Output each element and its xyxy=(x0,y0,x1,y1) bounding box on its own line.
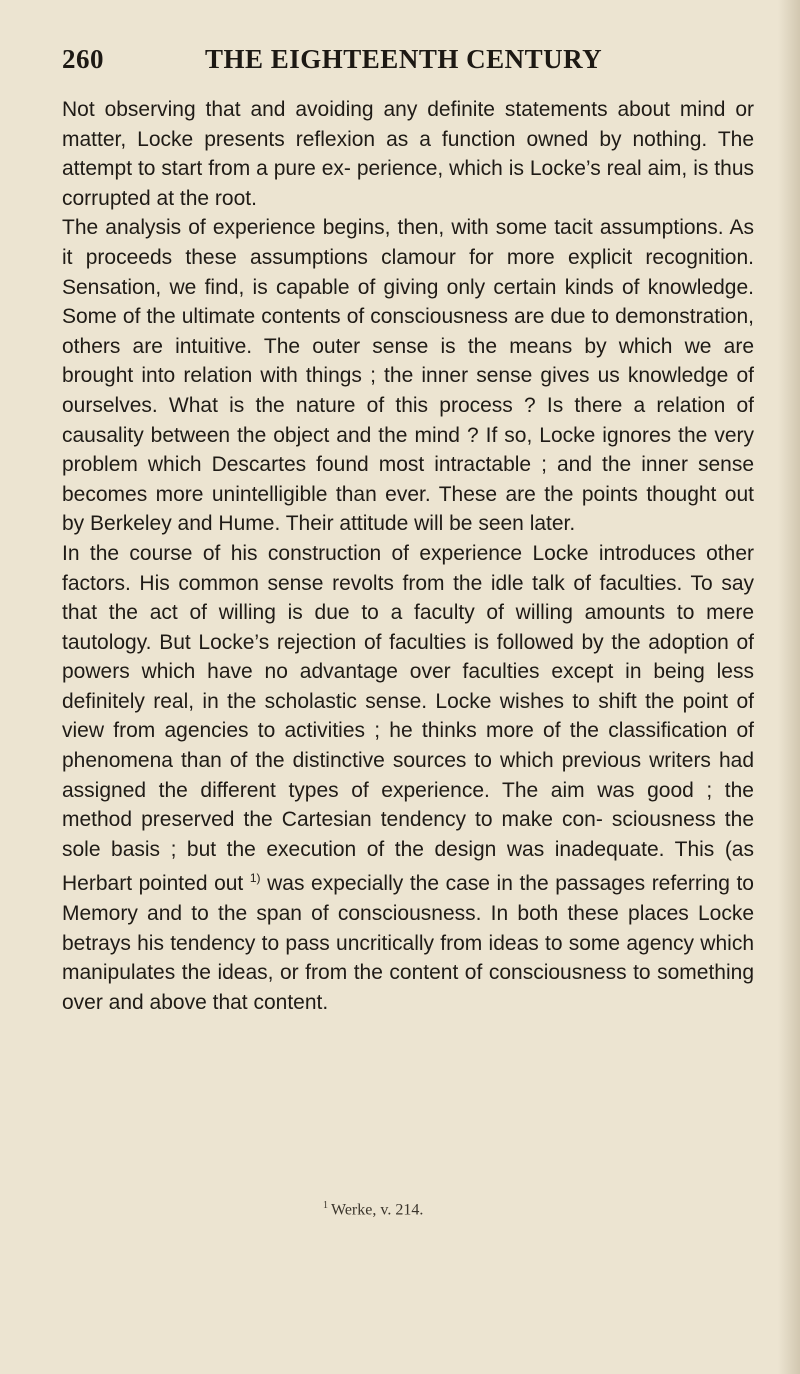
footnote-text: Werke, v. 214. xyxy=(331,1201,424,1219)
footnote-marker: 1 xyxy=(323,1200,328,1211)
paragraph-2: The analysis of experience begins, then, with some tacit assumptions. As it proceeds these assumptions clamour for more explicit recognition. Sensation, we find, is capable of giving only certain kinds of knowledge. Some of the ultimate contents of consciousness are due to demonstration, others are intuitive. The outer sense is the means by which we are brought into relation with things ; the inner sense gives us knowledge of ourselves. What is the nature of this process ? Is there a relation of causality between the object and the mind ? If so, Locke ignores the very problem which Descartes found most intractable ; and the inner sense becomes more unintelligible than ever. These are the points thought out by Berkeley and Hume. Their attitude will be seen later. xyxy=(62,216,754,536)
page-edge-shadow xyxy=(778,0,800,1374)
paragraph-3-continued: was expecially the case in the passages referring to Memory and to the span of consciousness. In both these places Locke betrays his tendency to pass uncritically from ideas to some agency which manipulates the ideas, or from the content of consciousness to something over and above that content. xyxy=(62,872,754,1014)
paragraph-1: Not observing that and avoiding any definite statements about mind or matter, Locke presents reflexion as a function owned by nothing. The attempt to start from a pure ex- perience, which is Locke’s real aim, is thus corrupted at the root. xyxy=(62,98,754,210)
paragraph-3 xyxy=(62,539,754,1018)
page-number: 260 xyxy=(62,44,104,74)
running-title: THE EIGHTEENTH CENTURY xyxy=(205,44,603,74)
paragraph-3-text: In the course of his construction of experience Locke introduces other factors. His common sense revolts from the idle talk of faculties. To say that the act of willing is due to a faculty of willing amounts to mere tautology. But Locke’s rejection of faculties is followed by the adoption of powers which have no advantage over faculties except in being less definitely real, in the scholastic sense. Locke wishes to shift the point of view from agencies to activities ; he thinks more of the classification of phenomena than of the distinctive sources to which previous writers had assigned the different types of experience. The aim was good ; the method preserved the Cartesian tendency to make con- sciousness the sole basis ; but the execution of the design was inadequate. This (as Herbart pointed out xyxy=(62,541,754,896)
footnote xyxy=(323,1200,423,1219)
running-head xyxy=(62,44,752,84)
body-text xyxy=(62,95,754,1017)
footnote-reference: 1) xyxy=(249,871,261,886)
